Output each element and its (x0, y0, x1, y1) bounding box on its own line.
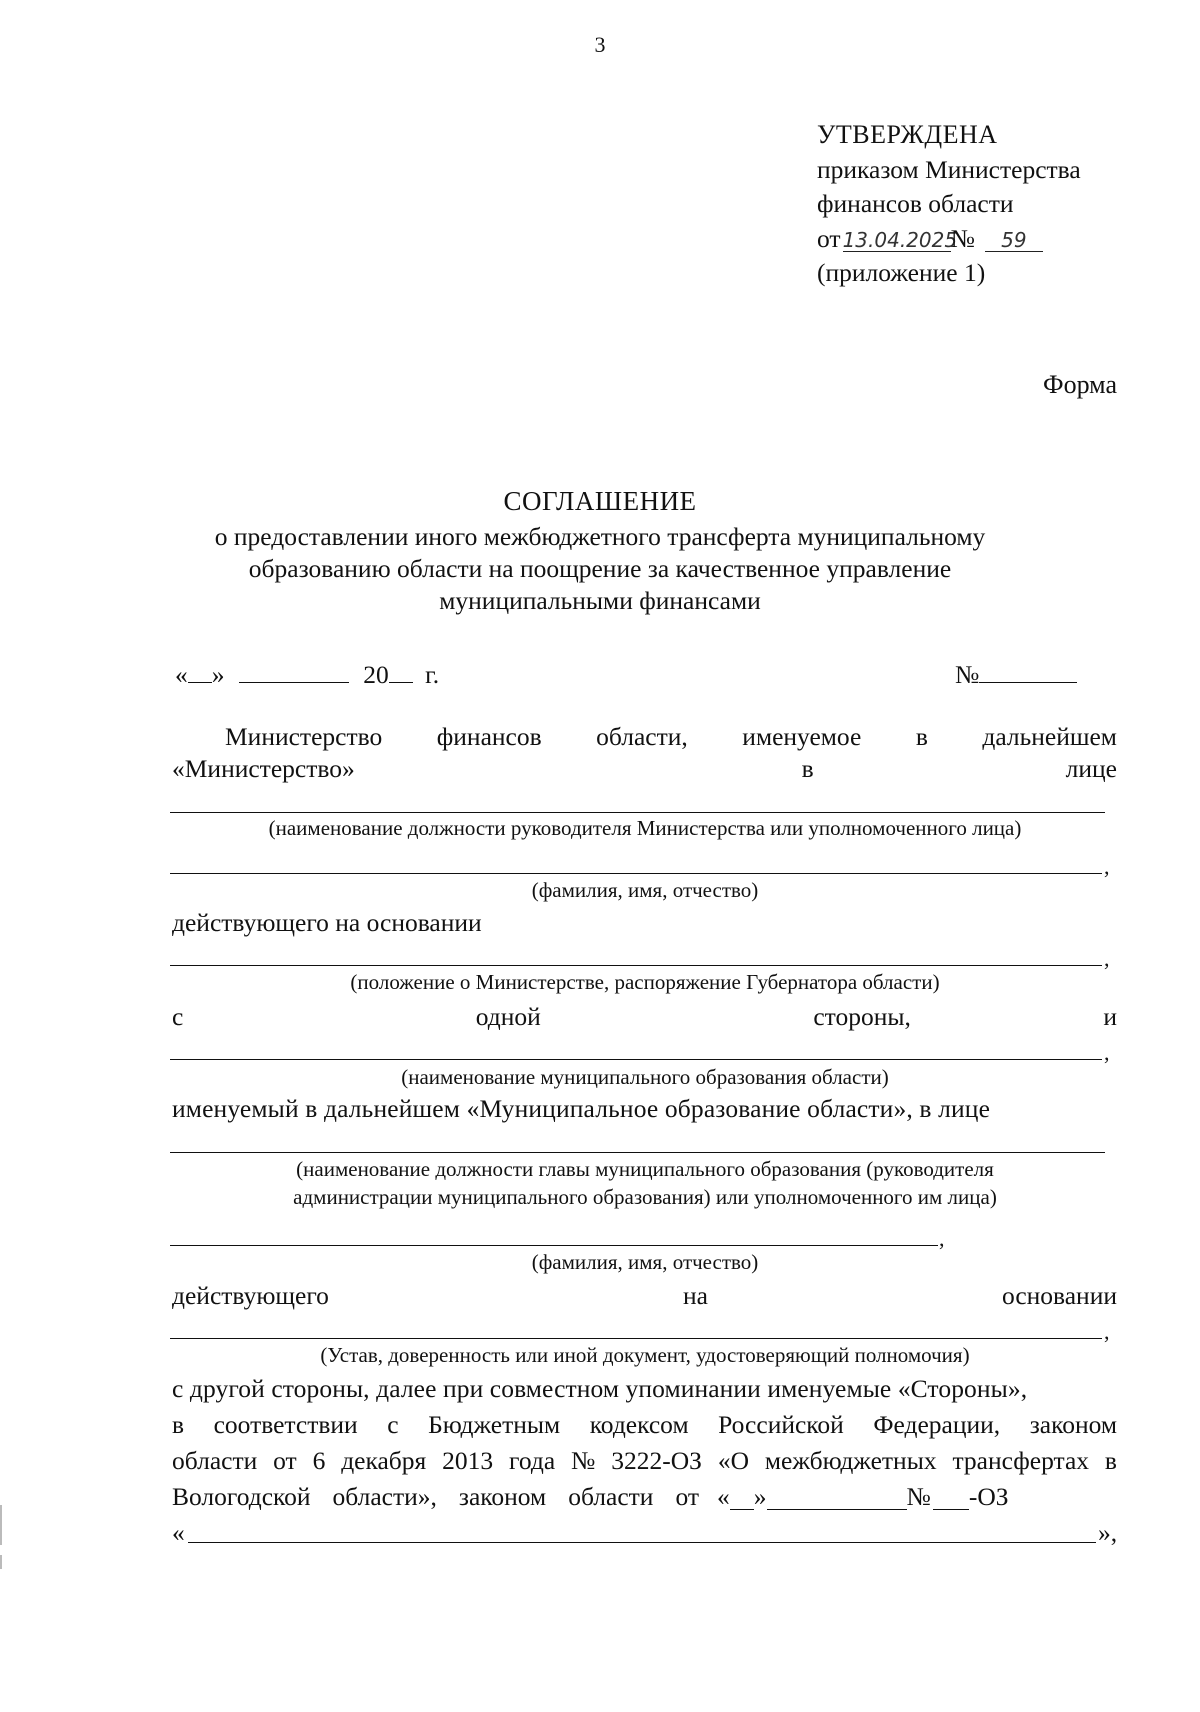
law-line (172, 1448, 1117, 1474)
word: Вологодской (172, 1482, 311, 1511)
word: области (568, 1482, 654, 1511)
day-blank (188, 660, 212, 683)
word: года (509, 1446, 556, 1475)
approval-line-1: приказом Министерства (817, 154, 1081, 184)
comma: , (1104, 854, 1110, 879)
para1-line1 (225, 724, 1117, 750)
caption-head-line-1: (наименование должности главы муниципального образования (руководителя (296, 1157, 994, 1181)
caption-position: (наименование должности руководителя Министерства или уполномоченного лица) (268, 816, 1022, 840)
caption-fio: (фамилия, имя, отчество) (531, 1250, 759, 1274)
word: в (1104, 1446, 1117, 1475)
word: стороны, (813, 1002, 911, 1031)
handwritten-date: 13.04.2025 (842, 227, 958, 252)
word: от (675, 1482, 700, 1511)
agreement-title: СОГЛАШЕНИЕ (503, 486, 697, 516)
handwritten-number: 59 (985, 229, 1043, 252)
caption-regulation: (положение о Министерстве, распоряжение Губернатора области) (350, 970, 940, 994)
agreement-date-field (175, 660, 439, 688)
comma: , (1104, 1319, 1110, 1344)
blank-basis-line (170, 965, 1102, 966)
approval-number-sign: № (950, 223, 975, 253)
scan-edge-mark (0, 1555, 2, 1569)
accordance-line (172, 1412, 1117, 1438)
law-title-close-quote: », (1098, 1518, 1118, 1547)
acting-basis-label: действующего на основании (172, 908, 482, 937)
word: действующего (172, 1281, 329, 1310)
year-suffix: г. (425, 660, 440, 689)
word: законом (458, 1482, 547, 1511)
blank-law-title-line (188, 1542, 1096, 1543)
scan-edge-mark (0, 1505, 2, 1545)
word: в (801, 754, 814, 783)
law-month-blank (767, 1487, 907, 1510)
vologda-law-line (172, 1484, 1117, 1510)
blank-head-position-line (170, 1152, 1105, 1153)
word: 3222-ОЗ (611, 1446, 702, 1475)
oz-suffix: -ОЗ (968, 1482, 1009, 1511)
approval-stamp-block (817, 122, 1081, 295)
law-date-open-quote: « (717, 1482, 730, 1511)
word: трансфертах (952, 1446, 1090, 1475)
caption-head-line-2: администрации муниципального образования) или уполномоченного им лица) (293, 1185, 997, 1209)
page-number: 3 (594, 32, 606, 57)
caption-charter: (Устав, доверенность или иной документ, удостоверяющий полномочия) (320, 1343, 970, 1367)
approval-appendix: (приложение 1) (817, 258, 986, 287)
word: кодексом (589, 1410, 689, 1439)
word: Российской (718, 1410, 844, 1439)
word: области», (332, 1482, 437, 1511)
word: в (172, 1410, 185, 1439)
blank-charter-line (170, 1338, 1102, 1339)
word: законом (1029, 1410, 1117, 1439)
caption-fio: (фамилия, имя, отчество) (531, 878, 759, 902)
named-municipality-line: именуемый в дальнейшем «Муниципальное образование области», в лице (172, 1094, 991, 1123)
other-side-line: с другой стороны, далее при совместном упоминании именуемые «Стороны», (172, 1374, 1028, 1403)
agreement-subtitle-line: муниципальными финансами (439, 586, 761, 615)
word: области, (596, 722, 688, 751)
word: дальнейшем (982, 722, 1117, 751)
blank-head-fio-line (170, 1245, 938, 1246)
word: Бюджетным (428, 1410, 561, 1439)
word: области (172, 1446, 258, 1475)
comma: , (939, 1226, 945, 1251)
word: с (172, 1002, 184, 1031)
month-blank (239, 660, 349, 683)
word: «Министерство» (172, 754, 355, 783)
form-label: Форма (1043, 370, 1117, 399)
word: одной (475, 1002, 541, 1031)
para1-line2 (172, 756, 1117, 782)
blank-fio-line (170, 873, 1102, 874)
word: 6 (312, 1446, 326, 1475)
law-number-sign: № (906, 1482, 931, 1511)
approval-title: УТВЕРЖДЕНА (817, 120, 998, 149)
word: с (387, 1410, 399, 1439)
agreement-number-blank (979, 660, 1077, 683)
caption-municipality: (наименование муниципального образования области) (401, 1065, 889, 1089)
word: именуемое (742, 722, 862, 751)
approval-date-line (817, 223, 1081, 261)
word: на (682, 1281, 708, 1310)
word: декабря (341, 1446, 427, 1475)
law-date-close-quote: » (753, 1482, 767, 1511)
law-number-blank (933, 1487, 969, 1510)
year-blank (389, 660, 413, 683)
blank-municipality-line (170, 1059, 1102, 1060)
word: соответствии (213, 1410, 358, 1439)
agreement-subtitle-line: образованию области на поощрение за качественное управление (248, 554, 952, 583)
law-day-blank (730, 1487, 754, 1510)
comma: , (1104, 946, 1110, 971)
law-title-open-quote: « (172, 1518, 185, 1547)
word: финансов (436, 722, 542, 751)
word: и (1103, 1002, 1117, 1031)
word: межбюджетных (764, 1446, 937, 1475)
one-side-line (172, 1004, 1117, 1030)
word: от (273, 1446, 297, 1475)
agreement-number-sign: № (955, 660, 980, 689)
approval-line-2: финансов области (817, 189, 1014, 218)
agreement-subtitle-line: о предоставлении иного межбюджетного трансферта муниципальному (214, 522, 986, 551)
acting-line (172, 1283, 1117, 1309)
word: в (915, 722, 928, 751)
comma: , (1104, 1040, 1110, 1065)
approval-date-prefix: от (817, 223, 841, 253)
date-close-quote: » (211, 660, 225, 689)
word: основании (1001, 1281, 1117, 1310)
date-open-quote: « (175, 660, 188, 689)
agreement-number-field (955, 660, 1077, 688)
word: 2013 (442, 1446, 494, 1475)
word: Федерации, (873, 1410, 1001, 1439)
word: № (571, 1446, 596, 1475)
blank-position-line (170, 812, 1105, 813)
word: лице (1065, 754, 1117, 783)
word: Министерство (225, 722, 383, 751)
year-prefix: 20 (363, 660, 389, 689)
word: «О (717, 1446, 749, 1475)
